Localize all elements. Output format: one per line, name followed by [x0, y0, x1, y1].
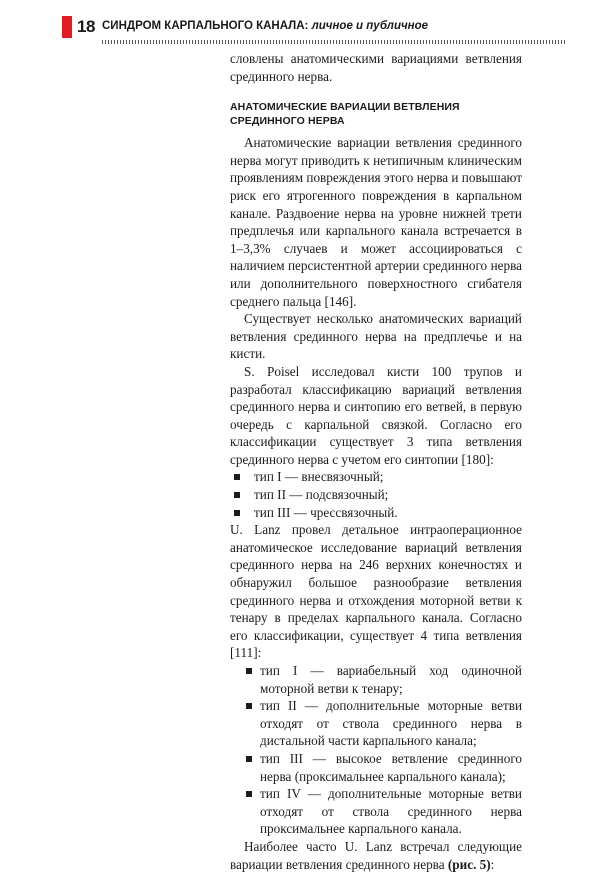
paragraph-3: S. Poisel исследовал кисти 100 трупов и разработал классификацию вариаций ветвления срединного нерва и синтопию его ветвей, в первую очередь с карпальной связкой. Согласно его классификации существует 3 типа ветвления срединного нерва с учетом его синтопии [180]:: [230, 363, 522, 467]
list-item: тип III — чрессвязочный.: [230, 504, 522, 522]
running-title-sub: личное и публичное: [311, 20, 429, 32]
paragraph-5-text: Наиболее часто U. Lanz встречал следующие вариации ветвления срединного нерва: [230, 838, 522, 872]
page-number: 18: [77, 17, 95, 36]
intro-paragraph: словлены анатомическими вариациями ветвления срединного нерва.: [230, 51, 522, 84]
figure-reference: (рис. 5): [447, 856, 491, 872]
section-heading: АНАТОМИЧЕСКИЕ ВАРИАЦИИ ВЕТВЛЕНИЯ СРЕДИННОГО НЕРВА: [230, 101, 460, 128]
list-item: тип II — дополнительные моторные ветви отходят от ствола срединного нерва в дистальной части карпального канала;: [244, 697, 522, 750]
list-item: тип I — вариабельный ход одиночной моторной ветви к тенару;: [244, 662, 522, 697]
paragraph-1: Анатомические вариации ветвления срединного нерва могут приводить к нетипичным клиническим проявлениям повреждения этого нерва и повышают риск его ятрогенного повреждения в карпальном канале. Раздвоение нерва на уровне нижней трети предплечья или карпального канала встречается в 1–3,3% случаев и может ассоциироваться с наличием персистентной артерии срединного нерва или дополнительного поверхностного сгибателя среднего пальца [146].: [230, 135, 522, 309]
paragraph-4: U. Lanz провел детальное интраоперационное анатомическое исследование вариаций ветвления срединного нерва на 246 верхних конечностях и обнаружил большое разнообразие ветвления срединного нерва и отхождения моторной ветви к тенару в пределах карпального канала. Согласно его классификации, существует 4 типа ветвления [111]:: [230, 522, 522, 661]
list-item: тип I — внесвязочный;: [230, 468, 522, 486]
list-item: тип III — высокое ветвление срединного нерва (проксимальнее карпального канала);: [244, 750, 522, 785]
poisel-types-list: [230, 468, 522, 521]
list-item: тип IV — дополнительные моторные ветви отходят от ствола срединного нерва проксимальнее карпального канала.: [244, 785, 522, 838]
header-dotted-rule: [102, 40, 567, 44]
paragraph-5-end: :: [490, 856, 495, 872]
paragraph-5: [230, 838, 522, 873]
page-header: [62, 16, 567, 46]
paragraph-2: Существует несколько анатомических вариаций ветвления срединного нерва на предплечье и на кисти.: [230, 311, 522, 362]
list-item: тип II — подсвязочный;: [230, 486, 522, 504]
red-marker-bar: [62, 16, 72, 38]
running-title-main: СИНДРОМ КАРПАЛЬНОГО КАНАЛА:: [102, 20, 309, 32]
running-title: [102, 20, 428, 32]
